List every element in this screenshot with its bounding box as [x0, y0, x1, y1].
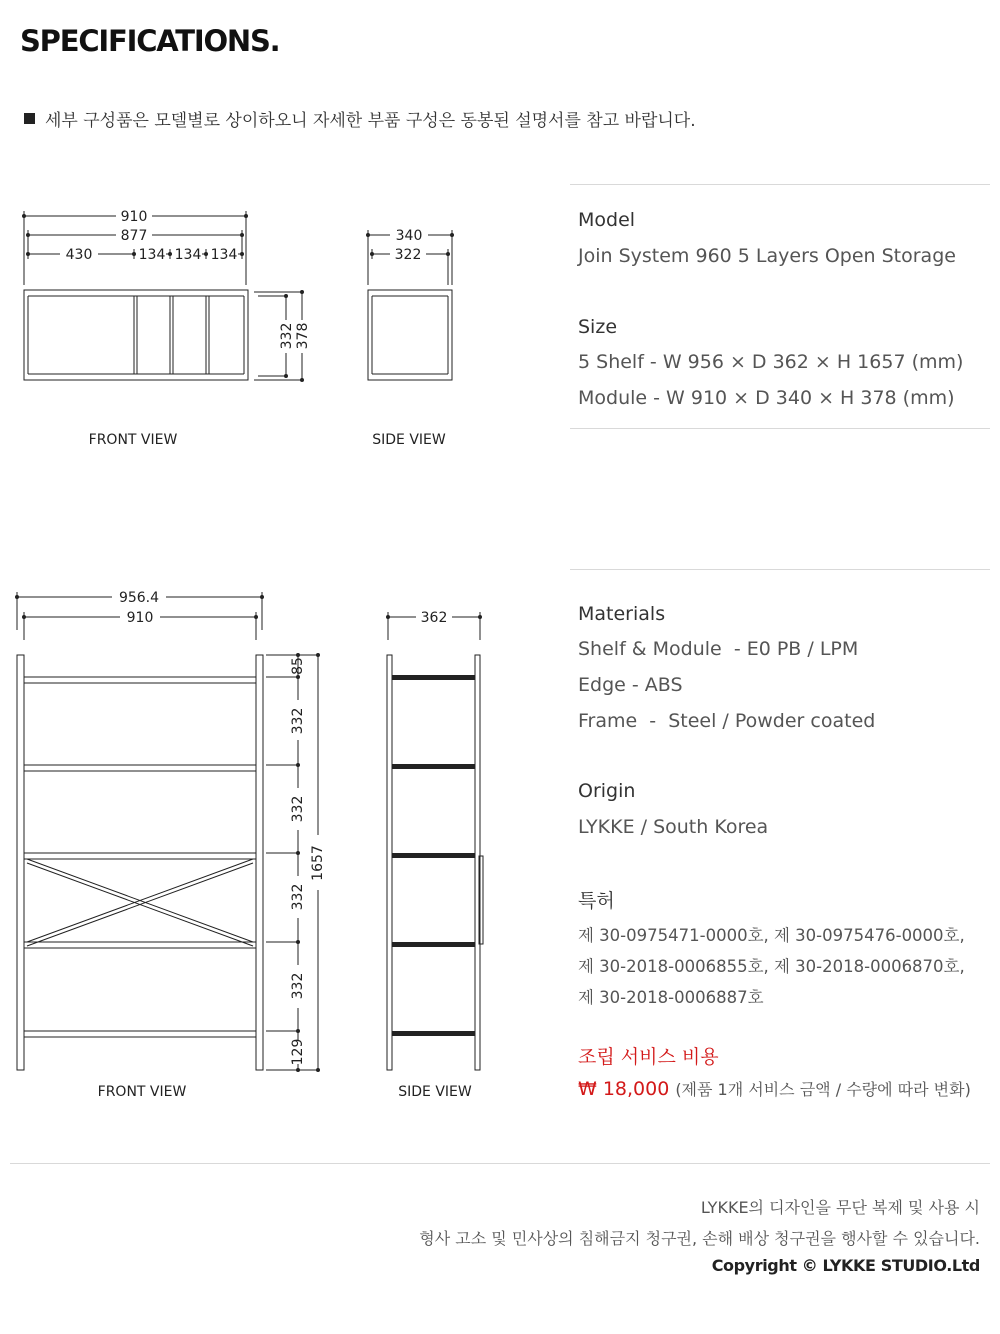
dim-340: 340	[395, 228, 423, 244]
dim-134-b: 134	[174, 247, 202, 263]
notice-text: 세부 구성품은 모델별로 상이하오니 자세한 부품 구성은 동봉된 설명서를 참고 바랍니다.	[45, 111, 696, 131]
dim-134-a: 134	[138, 247, 166, 263]
shelf-drawing	[0, 580, 500, 1110]
size-label: Size	[578, 316, 618, 338]
patent-line-1: 제 30-0975471-0000호, 제 30-0975476-0000호,	[578, 926, 965, 945]
notice	[24, 106, 696, 131]
model-label: Model	[578, 209, 636, 231]
dim-134-c: 134	[210, 247, 238, 263]
dim-332-4: 332	[290, 972, 306, 1000]
materials-value-frame: Frame - Steel / Powder coated	[578, 710, 876, 732]
divider	[570, 569, 990, 570]
dim-956-4: 956.4	[118, 590, 160, 606]
dim-332-1: 332	[290, 707, 306, 735]
assembly-price: ₩ 18,000	[578, 1078, 670, 1100]
dim-1657: 1657	[310, 845, 326, 881]
divider	[570, 428, 990, 429]
copyright: Copyright © LYKKE STUDIO.Ltd	[711, 1256, 980, 1275]
dim-877: 877	[120, 228, 148, 244]
size-value-shelf: 5 Shelf - W 956 × D 362 × H 1657 (mm)	[578, 351, 964, 373]
materials-value-edge: Edge - ABS	[578, 674, 683, 696]
module-front-view-label: FRONT VIEW	[88, 432, 178, 448]
module-drawing	[0, 195, 480, 465]
shelf-front-view-label: FRONT VIEW	[97, 1084, 187, 1100]
page-title: SPECIFICATIONS.	[20, 24, 280, 58]
dim-378: 378	[295, 322, 311, 350]
assembly-note: (제품 1개 서비스 금액 / 수량에 따라 변화)	[675, 1080, 971, 1099]
dim-332: 332	[279, 322, 295, 350]
divider	[570, 184, 990, 185]
dim-332-3: 332	[290, 883, 306, 911]
dim-910-shelf: 910	[126, 610, 154, 626]
dim-129: 129	[290, 1038, 306, 1066]
assembly-label: 조립 서비스 비용	[578, 1046, 719, 1068]
footer-divider	[10, 1163, 990, 1164]
dim-322: 322	[394, 247, 422, 263]
patent-label: 특허	[578, 890, 615, 912]
patent-line-2: 제 30-2018-0006855호, 제 30-2018-0006870호,	[578, 957, 965, 976]
footer-line-2: 형사 고소 및 민사상의 침해금지 청구권, 손해 배상 청구권을 행사할 수 있습니다.	[419, 1229, 980, 1248]
materials-label: Materials	[578, 603, 666, 625]
dim-430: 430	[65, 247, 93, 263]
patent-line-3: 제 30-2018-0006887호	[578, 988, 764, 1007]
dim-362: 362	[420, 610, 448, 626]
origin-label: Origin	[578, 780, 636, 802]
origin-value: LYKKE / South Korea	[578, 816, 769, 838]
footer-line-1: LYKKE의 디자인을 무단 복제 및 사용 시	[700, 1198, 980, 1217]
dim-910: 910	[120, 209, 148, 225]
model-value: Join System 960 5 Layers Open Storage	[578, 245, 956, 267]
dim-85: 85	[290, 657, 306, 675]
materials-value-shelf: Shelf & Module - E0 PB / LPM	[578, 638, 859, 660]
dim-332-2: 332	[290, 795, 306, 823]
assembly-price-row	[578, 1077, 971, 1100]
bullet-square-icon	[24, 113, 35, 124]
size-value-module: Module - W 910 × D 340 × H 378 (mm)	[578, 387, 955, 409]
module-side-view-label: SIDE VIEW	[372, 432, 446, 448]
shelf-side-view-label: SIDE VIEW	[398, 1084, 472, 1100]
